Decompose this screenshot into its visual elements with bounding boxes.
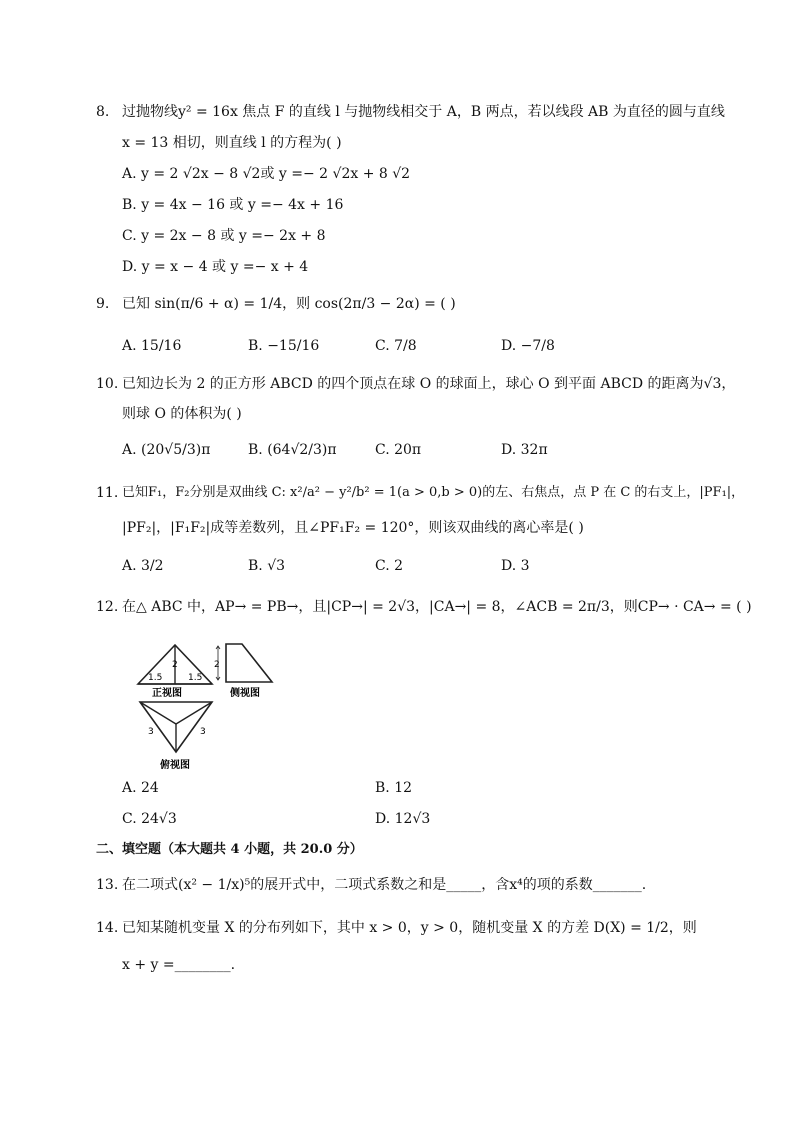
q12-option-b: B. 12 bbox=[375, 780, 413, 796]
q10-text-line2: 则球 O 的体积为( ) bbox=[122, 406, 242, 422]
side-view-label: 侧视图 bbox=[230, 688, 260, 699]
q8-text-line2: x = 13 相切，则直线 l 的方程为( ) bbox=[122, 135, 342, 151]
q12-text: 在△ ABC 中，AP→ = PB→，且|CP→| = 2√3，|CA→| = 8，∠ACB = 2π/3，则CP→ · CA→ = ( ) bbox=[122, 599, 752, 615]
q8-number: 8. bbox=[96, 104, 110, 120]
q10-option-a: A. (20√5/3)π bbox=[122, 442, 211, 458]
top-dim-left: 3 bbox=[148, 727, 154, 737]
q10-option-d: D. 32π bbox=[501, 442, 548, 458]
q8-text-line1: 过抛物线y² = 16x 焦点 F 的直线 l 与抛物线相交于 A，B 两点，若以线段 AB 为直径的圆与直线 bbox=[122, 104, 725, 120]
q14-text-line1: 已知某随机变量 X 的分布列如下，其中 x > 0，y > 0，随机变量 X 的方差 D(X) = 1/2，则 bbox=[122, 920, 697, 936]
front-view bbox=[138, 645, 212, 699]
q13-text: 在二项式(x² − 1/x)⁵的展开式中，二项式系数之和是_____，含x⁴的项的系数_______. bbox=[122, 877, 647, 893]
q10-option-c: C. 20π bbox=[375, 442, 422, 458]
q11-option-c: C. 2 bbox=[375, 558, 404, 574]
q9-number: 9. bbox=[96, 296, 110, 312]
top-dim-right: 3 bbox=[200, 727, 206, 737]
front-dim-left: 1.5 bbox=[148, 673, 163, 683]
top-view-label: 俯视图 bbox=[160, 760, 190, 771]
q13-number: 13. bbox=[96, 877, 119, 893]
q11-option-a: A. 3/2 bbox=[122, 558, 164, 574]
q11-number: 11. bbox=[96, 485, 119, 501]
q8-option-a: A. y = 2 √2x − 8 √2或 y =− 2 √2x + 8 √2 bbox=[122, 166, 411, 182]
q9-option-a: A. 15/16 bbox=[122, 338, 182, 354]
q10-number: 10. bbox=[96, 376, 119, 392]
q9-option-b: B. −15/16 bbox=[248, 338, 320, 354]
front-view-label: 正视图 bbox=[152, 688, 182, 699]
q12-option-d: D. 12√3 bbox=[375, 811, 431, 827]
q14-number: 14. bbox=[96, 920, 119, 936]
q9-text: 已知 sin(π/6 + α) = 1/4，则 cos(2π/3 − 2α) = ( ) bbox=[122, 296, 456, 312]
section-fill-in-heading: 二、填空题（本大题共 4 小题，共 20.0 分） bbox=[96, 842, 363, 857]
q8-option-c: C. y = 2x − 8 或 y =− 2x + 8 bbox=[122, 228, 326, 244]
q11-option-d: D. 3 bbox=[501, 558, 530, 574]
q10-option-b: B. (64√2/3)π bbox=[248, 442, 337, 458]
q10-text-line1: 已知边长为 2 的正方形 ABCD 的四个顶点在球 O 的球面上，球心 O 到平面 ABCD 的距离为√3， bbox=[122, 376, 736, 392]
q8-option-b: B. y = 4x − 16 或 y =− 4x + 16 bbox=[122, 197, 344, 213]
top-view bbox=[140, 702, 212, 771]
side-dim-height: 2 bbox=[214, 660, 220, 670]
q12-option-a: A. 24 bbox=[122, 780, 159, 796]
front-dim-height: 2 bbox=[172, 660, 178, 670]
q14-text-line2: x + y =________. bbox=[122, 957, 236, 973]
q11-option-b: B. √3 bbox=[248, 558, 286, 574]
three-view-figure bbox=[130, 640, 280, 775]
q12-option-c: C. 24√3 bbox=[122, 811, 177, 827]
q9-option-d: D. −7/8 bbox=[501, 338, 555, 354]
q11-text-line1: 已知F₁，F₂分别是双曲线 C: x²/a² − y²/b² = 1(a > 0,b > 0)的左、右焦点，点 P 在 C 的右支上，|PF₁|， bbox=[122, 485, 745, 500]
q12-number: 12. bbox=[96, 599, 119, 615]
side-view bbox=[214, 644, 272, 699]
q9-option-c: C. 7/8 bbox=[375, 338, 417, 354]
q11-text-line2: |PF₂|，|F₁F₂|成等差数列，且∠PF₁F₂ = 120°，则该双曲线的离心率是( ) bbox=[122, 520, 584, 536]
front-dim-right: 1.5 bbox=[188, 673, 203, 683]
q8-option-d: D. y = x − 4 或 y =− x + 4 bbox=[122, 259, 309, 275]
